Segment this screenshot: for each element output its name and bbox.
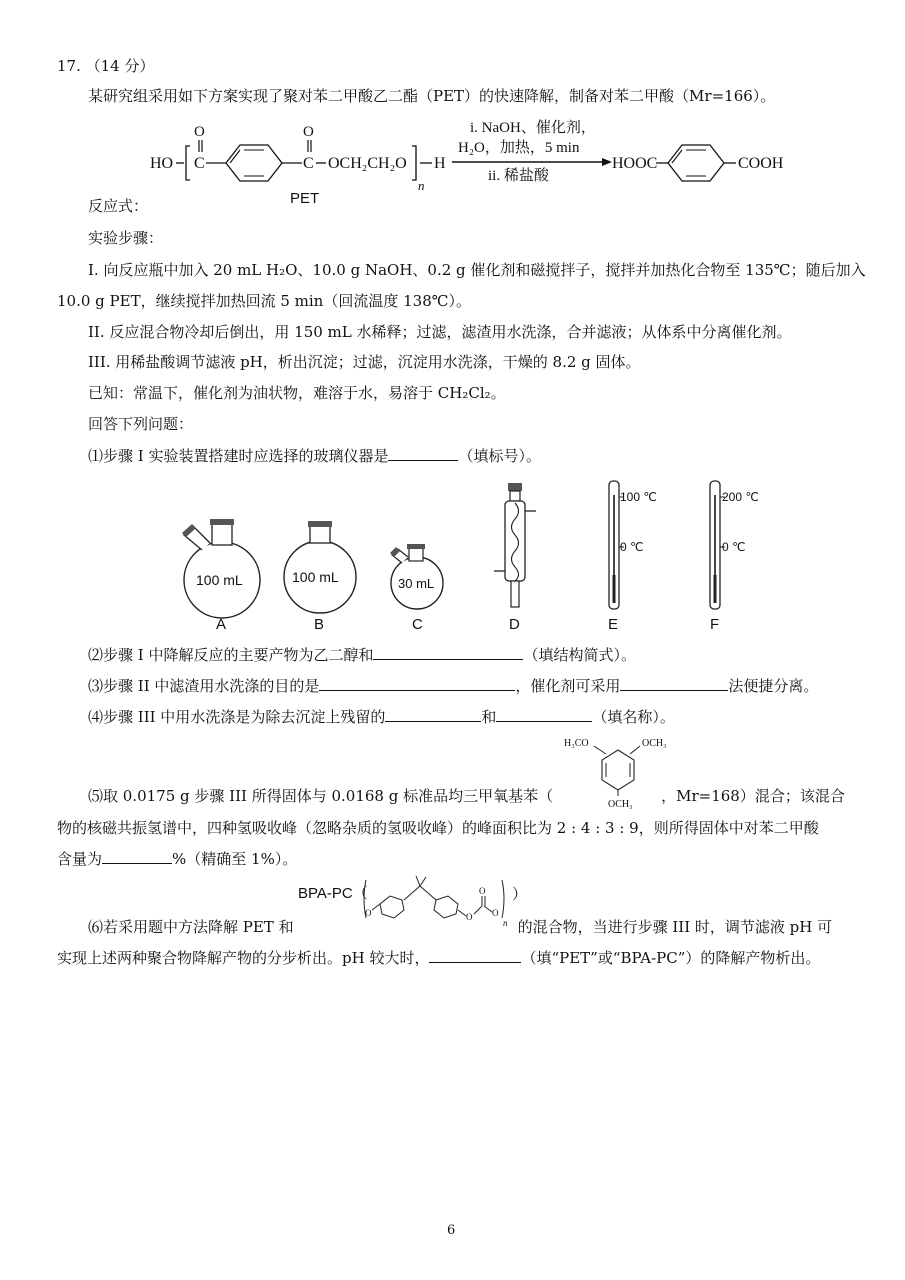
prod-right: COOH <box>738 155 784 172</box>
q3-answer-blank-2[interactable] <box>620 676 728 691</box>
scheme-o2: O <box>303 124 314 140</box>
q4-text: ⑷步骤 III 中用水洗涤是为除去沉淀上残留的 <box>88 708 386 726</box>
condenser-d <box>494 483 536 607</box>
steps-label: 实验步骤： <box>88 229 164 247</box>
tmb-bottom: OCH₃ <box>608 799 633 810</box>
flask-b-volume: 100 mL <box>292 569 339 585</box>
scheme-n: n <box>418 178 425 193</box>
bpa-o-end: O <box>492 908 499 918</box>
reaction-label: 反应式： <box>88 197 149 215</box>
question-number: 17. <box>57 57 81 75</box>
page-number: 6 <box>447 1223 456 1238</box>
thermometer-f <box>710 481 759 609</box>
known-info: 已知：常温下，催化剂为油状物，难溶于水，易溶于 CH₂Cl₂。 <box>88 384 506 402</box>
step-1-line-1: I. 向反应瓶中加入 20 mL H₂O、10.0 g NaOH、0.2 g 催化剂和磁搅拌子，搅拌并加热化合物至 135℃；随后加入 <box>88 261 866 279</box>
q4-answer-blank-1[interactable] <box>385 707 481 722</box>
q5-text: ⑸取 0.0175 g 步骤 III 所得固体与 0.0168 g 标准品均三甲氧基苯（ <box>88 787 554 805</box>
cond-3: ii. 稀盐酸 <box>488 168 549 184</box>
label-f: F <box>710 616 720 633</box>
thermo-e-zero: 0 ℃ <box>620 540 644 554</box>
question-3 <box>88 676 818 696</box>
q4-text-mid: 和 <box>481 708 497 726</box>
question-1 <box>88 446 541 466</box>
scheme-o1: O <box>194 124 205 140</box>
thermometer-e <box>609 481 657 609</box>
q6-text-2: 的混合物，当进行步骤 III 时，调节滤液 pH 可 <box>517 918 833 936</box>
q6-text: ⑹若采用题中方法降解 PET 和 <box>88 918 294 936</box>
bpa-o-right: O <box>466 912 473 922</box>
bpa-label: BPA-PC（ <box>298 885 368 902</box>
q3-text: ⑶步骤 II 中滤渣用水洗涤的目的是 <box>88 677 320 695</box>
q4-text-end: （填名称）。 <box>592 708 675 726</box>
scheme-ho: HO <box>150 155 174 172</box>
label-e: E <box>608 616 619 633</box>
q5-answer-blank[interactable] <box>102 849 172 864</box>
flask-b <box>284 521 356 613</box>
question-5-line-1 <box>88 786 845 806</box>
bpa-carbonyl-o: O <box>479 886 486 896</box>
flask-a-volume: 100 mL <box>196 572 243 588</box>
bpa-close: ） <box>512 885 528 903</box>
q2-text-end: （填结构简式）。 <box>523 646 636 664</box>
question-5-line-3 <box>57 849 297 869</box>
q6-text-3: 实现上述两种聚合物降解产物的分步析出。pH 较大时， <box>57 949 430 967</box>
apparatus-figure <box>150 475 790 635</box>
q3-answer-blank-1[interactable] <box>319 676 515 691</box>
cond-1: i. NaOH、催化剂， <box>470 120 596 136</box>
question-5-line-2: 物的核磁共振氢谱中，四种氢吸收峰（忽略杂质的氢吸收峰）的峰面积比为 2 : 4 : 3 : 9，则所得固体中对苯二甲酸 <box>57 819 819 837</box>
thermo-e-top: 100 ℃ <box>620 490 657 504</box>
cond-2: H₂O，加热，5 min <box>458 140 580 156</box>
label-b: B <box>314 616 325 633</box>
flask-c-volume: 30 mL <box>398 576 435 591</box>
step-1-line-2: 10.0 g PET，继续搅拌加热回流 5 min（回流温度 138℃）。 <box>57 292 472 310</box>
q5-text-3: 含量为 <box>57 850 103 868</box>
tmb-right: OCH₃ <box>642 738 667 749</box>
scheme-h: H <box>434 155 446 172</box>
question-header <box>57 56 155 76</box>
q2-answer-blank[interactable] <box>373 645 523 660</box>
bpa-o-left: O <box>365 908 372 918</box>
q5-text-2: ，Mr=168）混合；该混合 <box>661 787 845 805</box>
answer-intro: 回答下列问题： <box>88 415 194 433</box>
q3-text-end: 法便捷分离。 <box>728 677 819 695</box>
thermo-f-top: 200 ℃ <box>722 490 759 504</box>
bpa-n: n <box>503 918 508 928</box>
label-a: A <box>216 616 227 633</box>
question-6-line-2 <box>57 948 820 968</box>
tmb-left: H₃CO <box>564 738 589 749</box>
step-2: II. 反应混合物冷却后倒出，用 150 mL 水稀释；过滤，滤渣用水洗涤，合并滤液；从体系中分离催化剂。 <box>88 323 792 341</box>
q1-text: ⑴步骤 I 实验装置搭建时应选择的玻璃仪器是 <box>88 447 389 465</box>
label-d: D <box>509 616 520 633</box>
q6-text-4: （填“PET”或“BPA-PC”）的降解产物析出。 <box>521 949 821 967</box>
scheme-ester: OCH₂CH₂O <box>328 155 407 172</box>
thermo-f-zero: 0 ℃ <box>722 540 746 554</box>
svg-text:C: C <box>303 155 314 172</box>
reaction-scheme <box>140 118 820 210</box>
q5-text-4: %（精确至 1%）。 <box>172 850 298 868</box>
question-4 <box>88 707 675 727</box>
q6-answer-blank[interactable] <box>429 948 521 963</box>
q1-answer-blank[interactable] <box>388 446 458 461</box>
question-score: （14 分） <box>85 57 155 75</box>
q2-text: ⑵步骤 I 中降解反应的主要产物为乙二醇和 <box>88 646 374 664</box>
question-2 <box>88 645 636 665</box>
q3-text-mid: ，催化剂可采用 <box>515 677 621 695</box>
flask-c <box>390 544 443 609</box>
prod-left: HOOC <box>612 155 658 172</box>
label-c: C <box>412 616 423 633</box>
svg-text:C: C <box>194 155 205 172</box>
step-3: III. 用稀盐酸调节滤液 pH，析出沉淀；过滤，沉淀用水洗涤，干燥的 8.2 g 固体。 <box>88 353 641 371</box>
q4-answer-blank-2[interactable] <box>496 707 592 722</box>
question-6-line-1 <box>88 917 832 937</box>
q1-text-end: （填标号）。 <box>458 447 541 465</box>
pet-label: PET <box>290 190 320 207</box>
intro-text: 某研究组采用如下方案实现了聚对苯二甲酸乙二酯（PET）的快速降解，制备对苯二甲酸（Mr=166）。 <box>88 87 776 105</box>
flask-a <box>182 519 260 618</box>
